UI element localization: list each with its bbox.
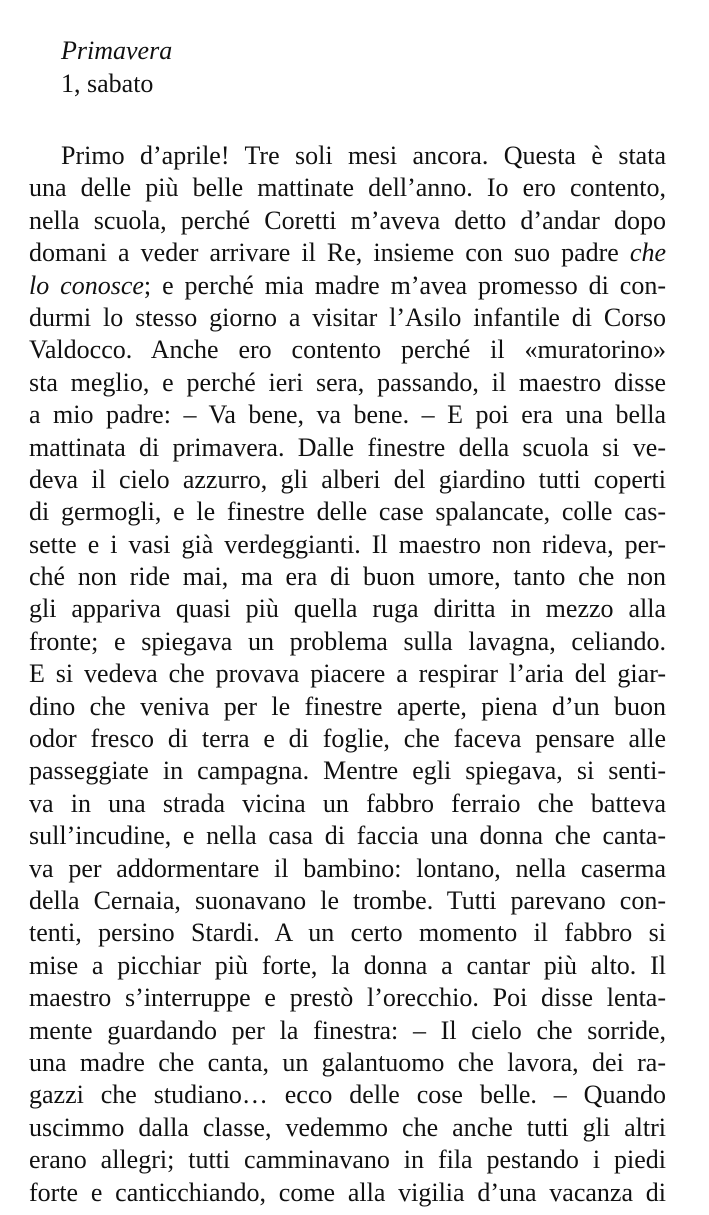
text-line: erano allegri; tutti camminavano in fila pestando i piedi: [29, 1145, 666, 1175]
text-line: durmi lo stesso giorno a visitar l’Asilo infantile di Corso: [29, 302, 666, 332]
text-line: mente guardando per la finestra: – Il cielo che sorride,: [29, 1015, 666, 1045]
text-line: tenti, persino Stardi. A un certo momento il fabbro si: [29, 918, 666, 948]
text-line: E si vedeva che provava piacere a respirar l’aria del giar-: [29, 659, 666, 689]
text-line: di germogli, e le finestre delle case spalancate, colle cas-: [29, 497, 666, 527]
book-page: [29, 34, 666, 1209]
text-line: odor fresco di terra e di foglie, che faceva pensare alle: [29, 724, 666, 754]
text-line: ché non ride mai, ma era di buon umore, tanto che non: [29, 562, 666, 592]
chapter-date: 1, sabato: [61, 69, 154, 98]
chapter-header: [61, 34, 666, 100]
text-line: dino che veniva per le finestre aperte, piena d’un buon: [29, 691, 666, 721]
text-line: va per addormentare il bambino: lontano, nella caserma: [29, 853, 666, 883]
text-line: va in una strada vicina un fabbro ferraio che batteva: [29, 788, 666, 818]
text-line: uscimmo dalla classe, vedemmo che anche tutti gli altri: [29, 1112, 666, 1142]
text-line: gazzi che studiano… ecco delle cose belle. – Quando: [29, 1080, 666, 1110]
text-line-segment: ; e perché mia madre m’avea promesso di con-: [143, 270, 666, 300]
text-line: passeggiate in campagna. Mentre egli spiegava, si senti-: [29, 756, 666, 786]
italic-fragment: lo conosce: [29, 270, 144, 300]
text-line-segment: domani a veder arrivare il Re, insieme con suo padre: [29, 238, 619, 268]
text-line: della Cernaia, suonavano le trombe. Tutti parevano con-: [29, 885, 666, 915]
text-line: fronte; e spiegava un problema sulla lavagna, celiando.: [29, 626, 666, 656]
body-paragraph: [29, 140, 666, 1209]
italic-fragment: che: [629, 238, 666, 268]
text-line: Primo d’aprile! Tre soli mesi ancora. Questa è stata: [61, 141, 666, 170]
text-line: a mio padre: – Va bene, va bene. – E poi era una bella: [29, 400, 666, 430]
text-line: sull’incudine, e nella casa di faccia una donna che canta-: [29, 821, 666, 851]
text-line: forte e canticchiando, come alla vigilia d’una vacanza di: [29, 1177, 666, 1207]
text-line: sette e i vasi già verdeggianti. Il maestro non rideva, per-: [29, 529, 666, 559]
text-line: Valdocco. Anche ero contento perché il «muratorino»: [29, 335, 666, 365]
text-line: [29, 237, 666, 269]
text-line: gli appariva quasi più quella ruga diritta in mezzo alla: [29, 594, 666, 624]
text-line: sta meglio, e perché ieri sera, passando, il maestro disse: [29, 367, 666, 397]
text-line: maestro s’interruppe e prestò l’orecchio. Poi disse lenta-: [29, 983, 666, 1013]
text-line: mise a picchiar più forte, la donna a cantar più alto. Il: [29, 950, 666, 980]
text-line: deva il cielo azzurro, gli alberi del giardino tutti coperti: [29, 464, 666, 494]
text-line: [29, 270, 666, 302]
text-line: mattinata di primavera. Dalle finestre della scuola si ve-: [29, 432, 666, 462]
text-line: una delle più belle mattinate dell’anno. Io ero contento,: [29, 173, 666, 203]
text-line: una madre che canta, un galantuomo che lavora, dei ra-: [29, 1047, 666, 1077]
chapter-title: Primavera: [61, 36, 173, 65]
text-line: nella scuola, perché Coretti m’aveva detto d’andar dopo: [29, 205, 666, 235]
